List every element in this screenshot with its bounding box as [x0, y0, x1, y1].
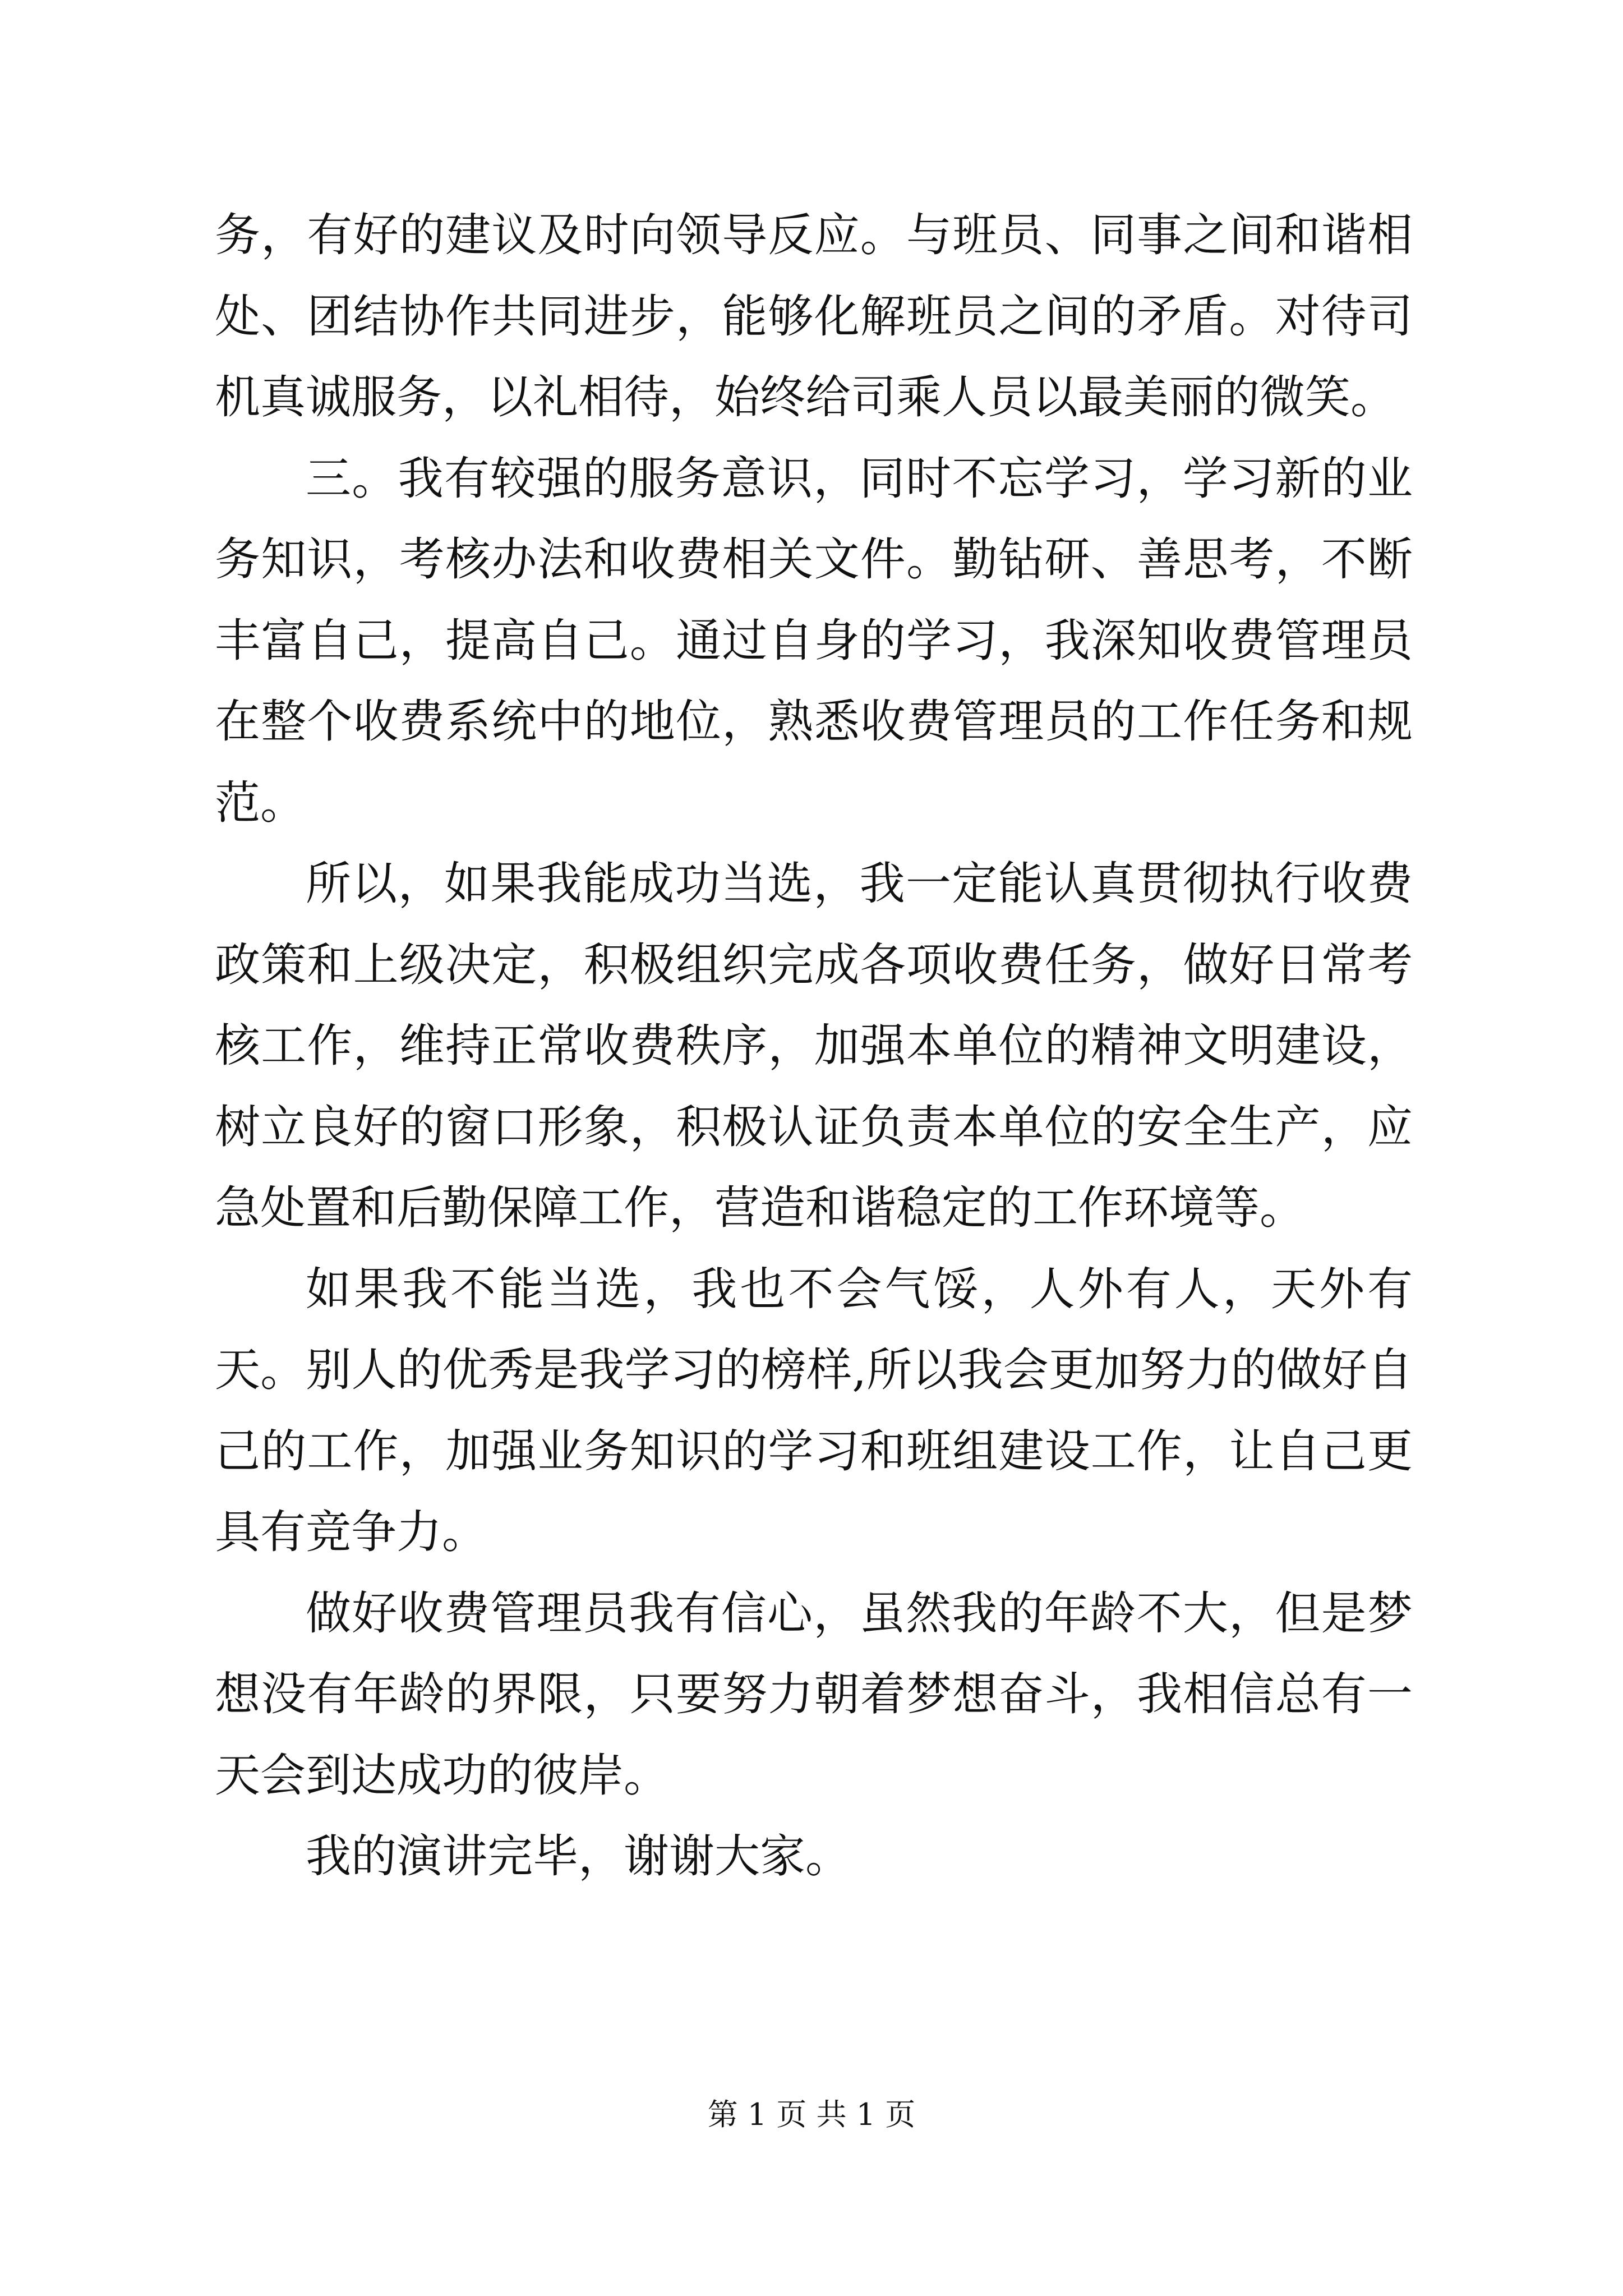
paragraph-2: 三。我有较强的服务意识，同时不忘学习，学习新的业务知识，考核办法和收费相关文件。勤钻研、善思考，不断丰富自己，提高自己。通过自身的学习，我深知收费管理员在整个收费系统中的地位，熟悉收费管理员的工作任务和规范。 [215, 452, 1413, 830]
paragraph-6: 我的演讲完毕，谢谢大家。 [306, 1830, 851, 1883]
paragraph-5: 做好收费管理员我有信心，虽然我的年龄不大，但是梦想没有年龄的界限，只要努力朝着梦想奋斗，我相信总有一天会到达成功的彼岸。 [215, 1587, 1413, 1802]
page-footer: 第 1 页 共 1 页 [707, 2097, 916, 2132]
paragraph-1: 务，有好的建议及时向领导反应。与班员、同事之间和谐相处、团结协作共同进步，能够化解班员之间的矛盾。对待司机真诚服务，以礼相待，始终给司乘人员以最美丽的微笑。 [215, 209, 1413, 424]
paragraph-4: 如果我不能当选，我也不会气馁，人外有人，天外有天。别人的优秀是我学习的榜样,所以我会更加努力的做好自己的工作，加强业务知识的学习和班组建设工作，让自己更具有竞争力。 [215, 1263, 1413, 1559]
paragraph-3: 所以，如果我能成功当选，我一定能认真贯彻执行收费政策和上级决定，积极组织完成各项收费任务，做好日常考核工作，维持正常收费秩序，加强本单位的精神文明建设，树立良好的窗口形象，积极认证负责本单位的安全生产，应急处置和后勤保障工作，营造和谐稳定的工作环境等。 [215, 858, 1413, 1235]
document-body [215, 195, 1413, 1898]
